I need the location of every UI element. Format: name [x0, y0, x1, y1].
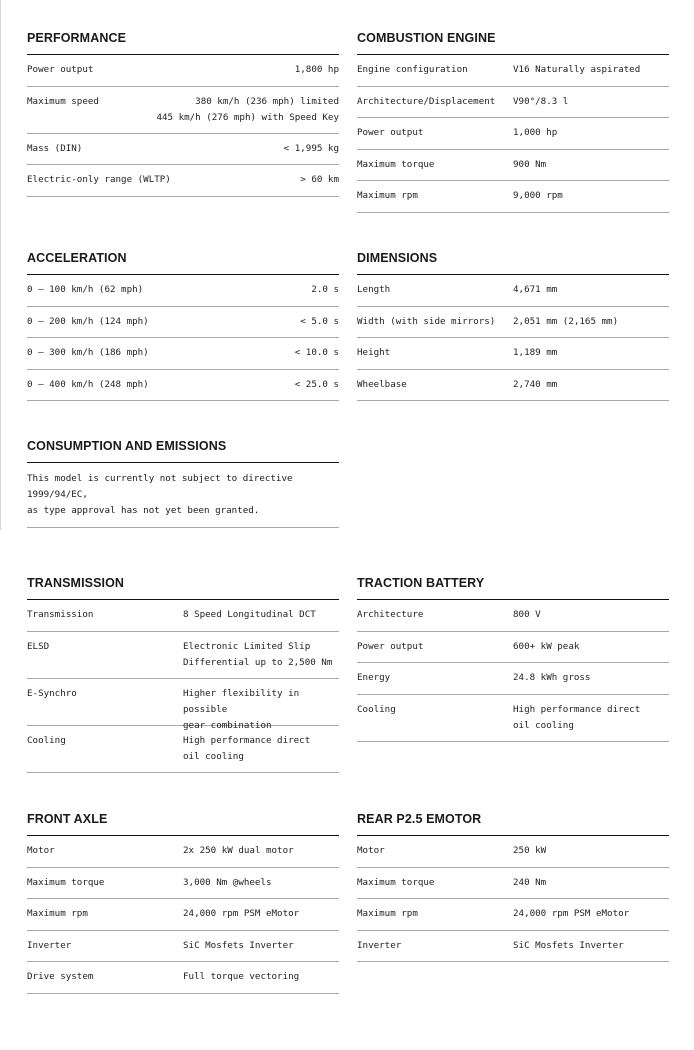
performance-section: [27, 30, 339, 197]
spec-value: 24,000 rpm PSM eMotor: [183, 908, 300, 919]
spec-value: 1,189 mm: [513, 347, 558, 358]
spec-value: < 10.0 s: [294, 347, 339, 358]
spec-row: [27, 726, 339, 773]
spec-value: 3,000 Nm @wheels: [183, 876, 272, 888]
spec-label: Cooling: [357, 703, 396, 715]
combustion-engine-title: COMBUSTION ENGINE: [357, 30, 669, 55]
spec-label: Inverter: [357, 939, 402, 951]
spec-label: 0 – 200 km/h (124 mph): [27, 315, 149, 327]
spec-value: 380 km/h (236 mph) limited 445 km/h (276 mph) with Speed Key: [156, 95, 339, 123]
spec-value: SiC Mosfets Inverter: [183, 939, 294, 951]
spec-value: Full torque vectoring: [183, 971, 300, 982]
spec-value: 250 kW: [513, 845, 547, 856]
spec-label: Architecture/Displacement: [357, 95, 496, 107]
spec-label: 0 – 400 km/h (248 mph): [27, 378, 149, 390]
spec-label: 0 – 300 km/h (186 mph): [27, 347, 149, 358]
spec-value: 2.0 s: [311, 284, 339, 295]
spec-value: < 5.0 s: [300, 315, 339, 327]
spec-value: 9,000 rpm: [513, 190, 563, 201]
spec-label: Cooling: [27, 734, 66, 746]
spec-label: Motor: [27, 845, 55, 856]
spec-row: [357, 695, 669, 742]
combustion-engine-section: [357, 30, 669, 213]
spec-label: Architecture: [357, 609, 424, 620]
spec-label: Width (with side mirrors): [357, 315, 496, 327]
spec-row: [357, 899, 669, 931]
spec-row: [27, 836, 339, 868]
spec-row: [357, 55, 669, 87]
spec-row: [27, 338, 339, 370]
spec-row: [27, 165, 339, 197]
spec-value: < 25.0 s: [294, 378, 339, 390]
dimensions-section: [357, 250, 669, 401]
spec-value: < 1,995 kg: [283, 142, 339, 154]
spec-label: Maximum torque: [357, 876, 435, 888]
spec-label: Maximum torque: [27, 876, 105, 888]
consumption-section: [27, 438, 339, 528]
spec-value: 8 Speed Longitudinal DCT: [183, 609, 316, 620]
spec-value: 600+ kW peak: [513, 640, 580, 652]
consumption-title: CONSUMPTION AND EMISSIONS: [27, 438, 339, 463]
spec-value: Electronic Limited Slip Differential up to 2,500 Nm: [183, 640, 333, 668]
spec-row: [27, 931, 339, 963]
spec-row: [357, 632, 669, 664]
spec-row: [27, 899, 339, 931]
consumption-text: This model is currently not subject to directive 1999/94/EC, as type approval has not yet been granted.: [27, 463, 339, 528]
spec-value: V16 Naturally aspirated: [513, 64, 641, 75]
spec-row: [357, 118, 669, 150]
performance-title: PERFORMANCE: [27, 30, 339, 55]
spec-label: Energy: [357, 672, 391, 683]
spec-label: Maximum speed: [27, 95, 99, 107]
spec-row: [357, 338, 669, 370]
spec-label: Mass (DIN): [27, 142, 83, 154]
acceleration-title: ACCELERATION: [27, 250, 339, 275]
spec-label: E-Synchro: [27, 687, 77, 699]
dimensions-title: DIMENSIONS: [357, 250, 669, 275]
spec-row: [357, 600, 669, 632]
spec-value: 4,671 mm: [513, 284, 558, 295]
spec-label: Transmission: [27, 609, 94, 620]
spec-row: [27, 962, 339, 994]
spec-value: SiC Mosfets Inverter: [513, 939, 624, 951]
spec-row: [27, 632, 339, 679]
spec-value: 2,740 mm: [513, 378, 558, 390]
spec-row: [357, 181, 669, 213]
rear-emotor-section: [357, 811, 669, 962]
traction-battery-section: [357, 575, 669, 742]
traction-battery-title: TRACTION BATTERY: [357, 575, 669, 600]
spec-row: [27, 87, 339, 134]
transmission-section: [27, 575, 339, 773]
spec-row: [357, 836, 669, 868]
spec-label: Length: [357, 284, 391, 295]
spec-row: [357, 663, 669, 695]
spec-row: [27, 600, 339, 632]
spec-value: 24,000 rpm PSM eMotor: [513, 908, 630, 919]
spec-value: 900 Nm: [513, 158, 547, 170]
spec-value: 2,051 mm (2,165 mm): [513, 315, 619, 327]
spec-value: 24.8 kWh gross: [513, 672, 591, 683]
spec-label: Height: [357, 347, 391, 358]
spec-row: [357, 87, 669, 119]
transmission-title: TRANSMISSION: [27, 575, 339, 600]
spec-label: Electric-only range (WLTP): [27, 174, 171, 185]
spec-row: [357, 307, 669, 339]
spec-label: Maximum rpm: [27, 908, 88, 919]
spec-label: Drive system: [27, 971, 94, 982]
spec-value: 1,800 hp: [294, 64, 339, 75]
spec-label: Wheelbase: [357, 378, 407, 390]
spec-row: [27, 307, 339, 339]
spec-label: Motor: [357, 845, 385, 856]
spec-row: [357, 931, 669, 963]
spec-value: High performance direct oil cooling: [183, 734, 311, 762]
spec-row: [27, 275, 339, 307]
rear-emotor-title: REAR P2.5 EMOTOR: [357, 811, 669, 836]
spec-label: 0 – 100 km/h (62 mph): [27, 284, 144, 295]
spec-row: [27, 370, 339, 402]
front-axle-title: FRONT AXLE: [27, 811, 339, 836]
spec-value: 800 V: [513, 609, 541, 620]
spec-row: [357, 868, 669, 900]
spec-row: [27, 679, 339, 731]
spec-value: 2x 250 kW dual motor: [183, 845, 294, 856]
spec-row: [357, 370, 669, 402]
spec-value: High performance direct oil cooling: [513, 703, 641, 731]
spec-value: 240 Nm: [513, 876, 547, 888]
spec-value: 1,000 hp: [513, 127, 558, 138]
spec-value: V90°/8.3 l: [513, 95, 569, 107]
spec-value: Higher flexibility in possible gear combination: [183, 687, 300, 731]
acceleration-section: [27, 250, 339, 401]
spec-row: [357, 150, 669, 182]
spec-label: ELSD: [27, 640, 50, 652]
spec-label: Engine configuration: [357, 64, 468, 75]
spec-label: Maximum rpm: [357, 190, 418, 201]
spec-value: > 60 km: [300, 174, 339, 185]
left-divider: [0, 0, 1, 530]
spec-label: Maximum rpm: [357, 908, 418, 919]
spec-row: [357, 275, 669, 307]
spec-label: Power output: [357, 640, 424, 652]
spec-row: [27, 868, 339, 900]
spec-label: Maximum torque: [357, 158, 435, 170]
spec-label: Inverter: [27, 939, 72, 951]
spec-row: [27, 55, 339, 87]
spec-label: Power output: [27, 64, 94, 75]
front-axle-section: [27, 811, 339, 994]
spec-label: Power output: [357, 127, 424, 138]
spec-row: [27, 134, 339, 166]
